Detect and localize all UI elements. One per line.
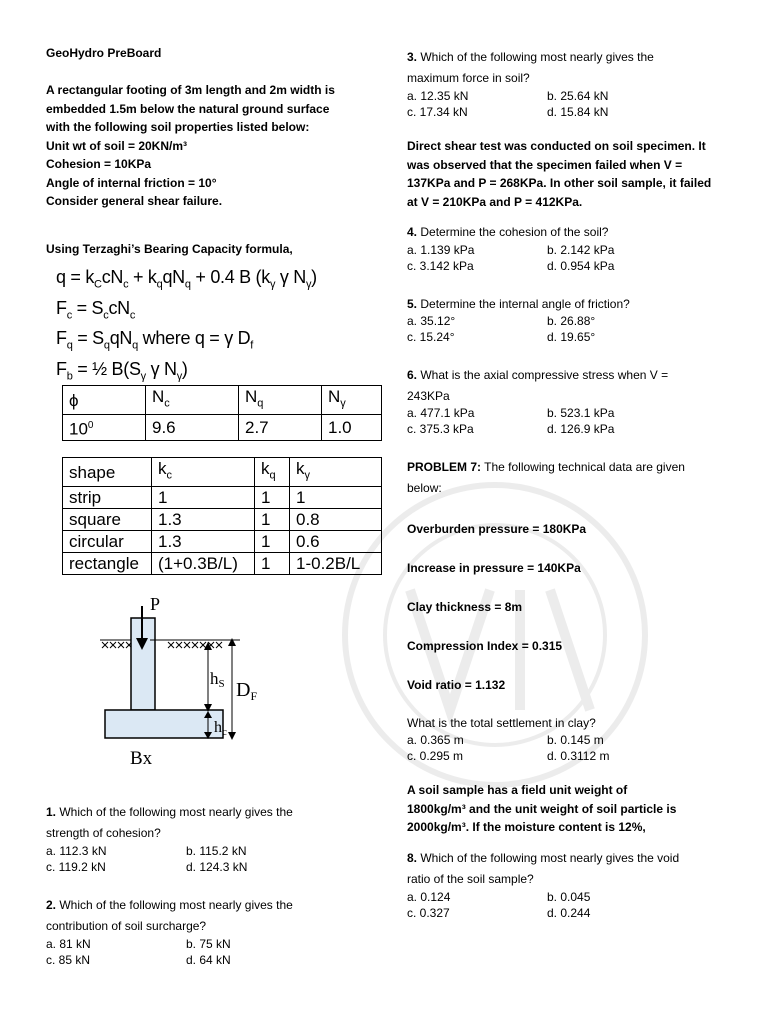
table-cell: 1.3	[152, 531, 255, 553]
label-hs: hS	[210, 669, 225, 690]
table-cell: circular	[63, 531, 152, 553]
table-row	[63, 415, 382, 441]
intro-line: A rectangular footing of 3m length and 2m width is	[46, 83, 335, 97]
problem-text: below:	[407, 481, 442, 495]
formula-block	[56, 266, 317, 388]
question-number: 8.	[407, 851, 418, 865]
question-5	[407, 294, 630, 315]
option-c[interactable]: c. 0.295 m	[407, 749, 464, 763]
question-4	[407, 222, 608, 243]
option-d[interactable]: d. 124.3 kN	[186, 860, 248, 874]
option-c[interactable]: c. 3.142 kPa	[407, 259, 474, 273]
table-header-cell: $k_c$	[152, 458, 255, 487]
option-a[interactable]: a. 112.3 kN	[46, 844, 107, 858]
p7-data-void: Void ratio = 1.132	[407, 678, 506, 692]
question-text: Which of the following most nearly gives the	[59, 805, 293, 819]
formula-intro: Using Terzaghi’s Bearing Capacity formula,	[46, 242, 293, 256]
intro-line: embedded 1.5m below the natural ground surface	[46, 101, 330, 116]
formula-fc: $F_c = S_ccN_c$	[56, 297, 136, 322]
label-hc: hc	[214, 719, 227, 738]
option-c[interactable]: c. 119.2 kN	[46, 860, 106, 874]
question-text: 243KPa	[407, 389, 450, 403]
p7-data-compression: Compression Index = 0.315	[407, 639, 563, 653]
problem-intro	[46, 81, 366, 211]
question-2	[46, 895, 376, 937]
table-cell: rectangle	[63, 553, 152, 575]
label-df: $D_F$	[236, 679, 258, 703]
bearing-factors-table	[62, 385, 382, 441]
p7-data-thickness: Clay thickness = 8m	[407, 600, 523, 614]
shear-test-description	[407, 137, 737, 211]
intro-line: Cohesion = 10KPa	[46, 157, 152, 171]
option-b[interactable]: b. 115.2 kN	[186, 844, 247, 858]
table-cell: 1	[152, 487, 255, 509]
table-cell: 1.3	[152, 509, 255, 531]
intro-line: Consider general shear failure.	[46, 194, 223, 208]
p7-data-overburden: Overburden pressure = 180KPa	[407, 522, 587, 536]
question-text: Determine the internal angle of friction?	[420, 297, 630, 311]
table-cell: 0.6	[290, 531, 382, 553]
problem-label: PROBLEM 7:	[407, 460, 482, 474]
table-header-cell: $N_c$	[146, 386, 239, 415]
question-text: Determine the cohesion of the soil?	[420, 225, 609, 239]
table-header-cell: $N_q$	[239, 386, 322, 415]
formula-fb: $F_b$ = ½ $B(S_\gamma$ γ $N_\gamma$)	[56, 358, 188, 383]
paragraph-line: 137KPa and P = 268KPa. In other soil sample, it failed	[407, 176, 712, 190]
question-text: contribution of soil surcharge?	[46, 919, 207, 933]
option-d[interactable]: d. 15.84 kN	[547, 105, 609, 119]
option-d[interactable]: d. 0.244	[547, 906, 591, 920]
option-b[interactable]: b. 0.045	[547, 890, 591, 904]
option-c[interactable]: c. 375.3 kPa	[407, 422, 474, 436]
table-row	[63, 509, 382, 531]
table-cell: 1-0.2B/L	[290, 553, 382, 575]
question-number: 2.	[46, 898, 57, 912]
question-number: 4.	[407, 225, 418, 239]
option-b[interactable]: b. 523.1 kPa	[547, 406, 615, 420]
option-d[interactable]: d. 126.9 kPa	[547, 422, 615, 436]
option-d[interactable]: d. 0.954 kPa	[547, 259, 615, 273]
table-header-row	[63, 386, 382, 415]
option-b[interactable]: b. 25.64 kN	[547, 89, 609, 103]
label-width: Bx	[130, 748, 153, 769]
problem-7-question: What is the total settlement in clay?	[407, 716, 596, 730]
paragraph-line: A soil sample has a field unit weight of	[407, 783, 628, 797]
question-text: ratio of the soil sample?	[407, 872, 534, 886]
question-1	[46, 802, 376, 844]
option-d[interactable]: d. 64 kN	[186, 953, 231, 967]
ground-hatch	[100, 640, 240, 648]
paragraph-line: was observed that the specimen failed when V =	[407, 157, 683, 172]
option-b[interactable]: b. 75 kN	[186, 937, 231, 951]
page-title: GeoHydro PreBoard	[46, 46, 162, 60]
option-d[interactable]: d. 19.65°	[547, 330, 596, 344]
table-header-cell: $k_q$	[255, 458, 290, 487]
shape-factors-table	[62, 457, 382, 575]
table-header-cell: shape	[63, 458, 152, 487]
question-number: 5.	[407, 297, 418, 311]
formula-q: $q = k_CcN_c + k_qqN_q + 0.4$ B ($k_\gamma$ γ $N_\gamma$)	[56, 267, 317, 291]
intro-line: Angle of internal friction = 10°	[46, 175, 217, 190]
intro-line: with the following soil properties listed below:	[46, 120, 310, 134]
table-header-cell: $k_\gamma$	[290, 458, 382, 487]
option-c[interactable]: c. 0.327	[407, 906, 450, 920]
question-6	[407, 365, 737, 407]
table-row	[63, 531, 382, 553]
table-cell: 1	[255, 487, 290, 509]
table-row	[63, 487, 382, 509]
paragraph-line: at V = 210KPa and P = 412KPa.	[407, 194, 583, 209]
question-8	[407, 848, 747, 890]
option-b[interactable]: b. 0.145 m	[547, 733, 604, 747]
option-a[interactable]: a. 0.365 m	[407, 733, 464, 747]
option-c[interactable]: c. 17.34 kN	[407, 105, 468, 119]
table-cell: 0.8	[290, 509, 382, 531]
option-c[interactable]: c. 15.24°	[407, 330, 455, 344]
question-text: Which of the following most nearly gives the	[59, 898, 293, 912]
table-cell: 1	[255, 531, 290, 553]
option-b[interactable]: b. 26.88°	[547, 314, 596, 328]
soil-sample-description	[407, 781, 737, 837]
footing-diagram	[90, 592, 290, 770]
table-cell: 1	[255, 509, 290, 531]
table-cell: 2.7	[239, 415, 322, 441]
question-number: 3.	[407, 50, 418, 64]
paragraph-line: 1800kg/m³ and the unit weight of soil particle is	[407, 801, 677, 816]
option-a[interactable]: a. 81 kN	[46, 937, 91, 951]
paragraph-line: Direct shear test was conducted on soil specimen. It	[407, 139, 706, 153]
problem-text: The following technical data are given	[484, 460, 685, 474]
option-b[interactable]: b. 2.142 kPa	[547, 243, 615, 257]
table-cell: strip	[63, 487, 152, 509]
table-cell: 1	[255, 553, 290, 575]
option-a[interactable]: a. 477.1 kPa	[407, 406, 475, 420]
option-d[interactable]: d. 0.3112 m	[547, 749, 610, 763]
label-load: P	[150, 594, 161, 614]
table-row	[63, 553, 382, 575]
table-header-cell: ϕ	[63, 386, 146, 415]
problem-7-heading	[407, 457, 737, 499]
question-number: 1.	[46, 805, 57, 819]
table-cell: square	[63, 509, 152, 531]
question-text: Which of the following most nearly gives the	[420, 50, 654, 64]
table-header-row	[63, 458, 382, 487]
table-cell: 9.6	[146, 415, 239, 441]
table-cell: 1	[290, 487, 382, 509]
table-cell: (1+0.3B/L)	[152, 553, 255, 575]
p7-data-increase: Increase in pressure = 140KPa	[407, 561, 581, 575]
table-cell: 1.0	[322, 415, 382, 441]
option-c[interactable]: c. 85 kN	[46, 953, 91, 967]
intro-line: Unit wt of soil = 20KN/m³	[46, 138, 188, 153]
table-cell: $10^0$	[63, 415, 146, 441]
paragraph-line: 2000kg/m³. If the moisture content is 12%,	[407, 820, 646, 834]
option-a[interactable]: a. 0.124	[407, 890, 451, 904]
question-text: Which of the following most nearly gives the void	[420, 851, 680, 865]
question-number: 6.	[407, 368, 418, 382]
option-a[interactable]: a. 1.139 kPa	[407, 243, 475, 257]
question-text: strength of cohesion?	[46, 826, 161, 840]
question-3	[407, 47, 737, 89]
option-a[interactable]: a. 12.35 kN	[407, 89, 469, 103]
table-header-cell: $N_\gamma$	[322, 386, 382, 415]
question-text: What is the axial compressive stress when V =	[420, 368, 669, 382]
question-text: maximum force in soil?	[407, 71, 530, 85]
option-a[interactable]: a. 35.12°	[407, 314, 456, 328]
formula-fq: $F_q = S_qqN_q$ where q = γ $D_f$	[56, 328, 254, 352]
